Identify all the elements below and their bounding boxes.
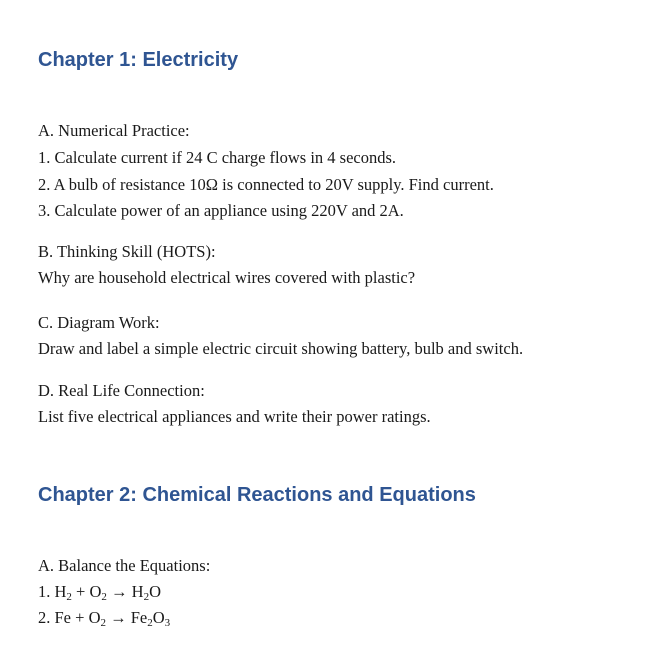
- section-b-question: Why are household electrical wires covered with plastic?: [38, 268, 416, 287]
- equation-1-product: $H_2O$: [131, 582, 161, 603]
- chapter-1-title: Chapter 1: Electricity: [38, 49, 239, 71]
- equation-2-arrow: →: [110, 608, 127, 627]
- section-b-heading: B. Thinking Skill (HOTS):: [38, 242, 216, 261]
- section-c-heading: C. Diagram Work:: [38, 313, 160, 332]
- equation-2-product: $Fe_2O_3$: [130, 608, 171, 629]
- equation-2-reactant-1: Fe: [54, 608, 71, 627]
- section-a-heading: A. Numerical Practice:: [38, 121, 190, 140]
- equation-1-arrow: →: [111, 582, 128, 601]
- question-1: 1. Calculate current if 24 C charge flows in 4 seconds.: [38, 148, 397, 167]
- question-2: 2. A bulb of resistance 10Ω is connected to 20V supply. Find current.: [38, 175, 494, 194]
- section-c-question: Draw and label a simple electric circuit showing battery, bulb and switch.: [38, 339, 524, 358]
- equation-1-plus: +: [76, 582, 86, 601]
- equation-2-plus: +: [75, 608, 85, 627]
- equation-1-number: 1.: [38, 582, 51, 601]
- equation-1-reactant-1: $H_2$: [54, 582, 72, 603]
- equation-2-number: 2.: [38, 608, 51, 627]
- equation-1-reactant-2: $O_2$: [89, 582, 107, 603]
- section-d-question: List five electrical appliances and write their power ratings.: [38, 407, 431, 426]
- question-3: 3. Calculate power of an appliance using 220V and 2A.: [38, 201, 404, 220]
- section-d-heading: D. Real Life Connection:: [38, 381, 205, 400]
- equation-1: [38, 582, 161, 602]
- balance-equations-heading: A. Balance the Equations:: [38, 556, 211, 575]
- chapter-2-title: Chapter 2: Chemical Reactions and Equations: [38, 484, 476, 506]
- equation-2-reactant-2: $O_2$: [88, 608, 106, 629]
- equation-2: [38, 608, 170, 628]
